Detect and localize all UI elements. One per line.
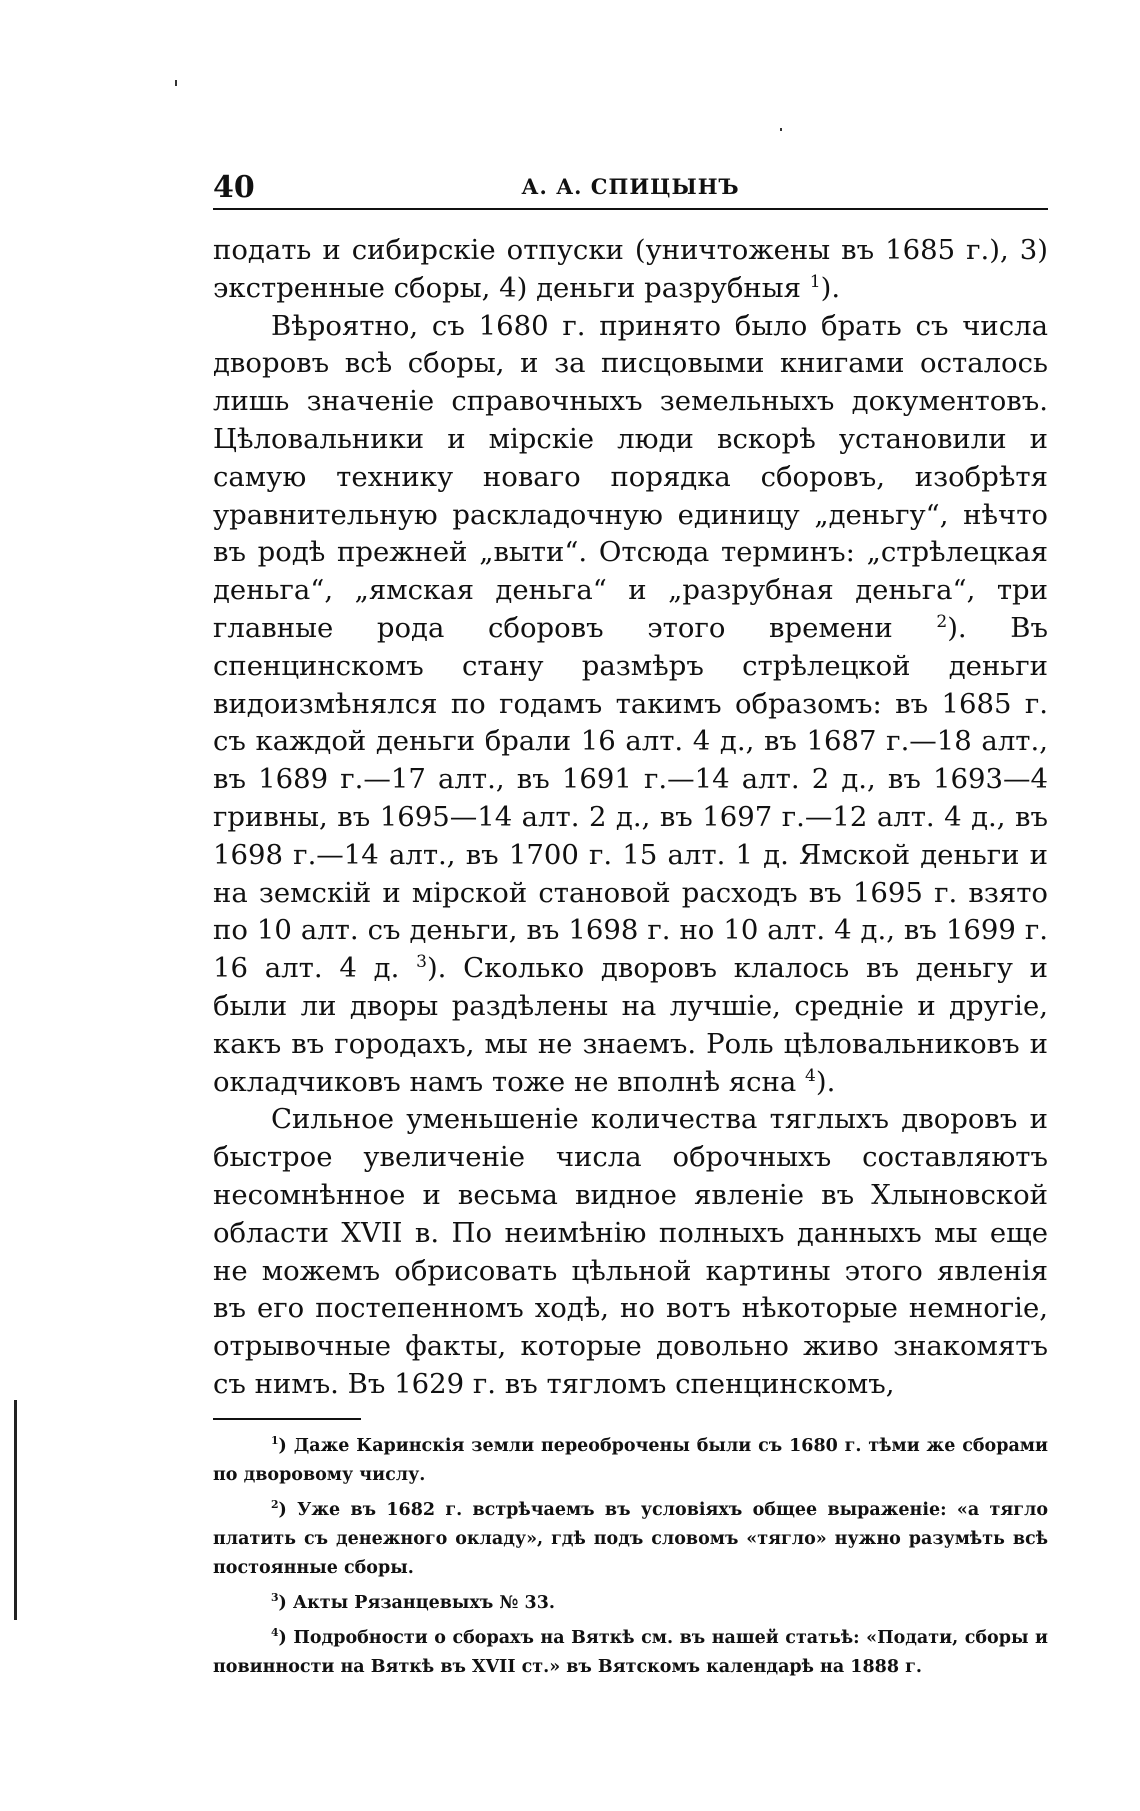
- footnote-3-text: ) Акты Рязанцевыхъ № 33.: [278, 1592, 555, 1613]
- paragraph-1-tail: ).: [820, 271, 841, 304]
- paragraph-2: [213, 308, 1048, 1102]
- scan-speck: [175, 80, 177, 86]
- footnote-4: [213, 1624, 1048, 1682]
- paragraph-2-part-d: ).: [815, 1065, 836, 1098]
- paragraph-1: [213, 232, 1048, 308]
- running-title: А. А. СПИЦЫНЪ: [521, 174, 740, 199]
- paragraph-2-part-a: Вѣроятно, съ 1680 г. принято было брать съ числа дворовъ всѣ сборы, и за писцовыми книгами осталось лишь значеніе справочныхъ земельныхъ документовъ. Цѣловальники и мірскіе люди вскорѣ установили и самую технику новаго порядка сборовъ, изобрѣтя уравнительную раскладочную единицу „деньгу“, нѣчто въ родѣ прежней „выти“. Отсюда терминъ: „стрѣлецкая деньга“, „ямская деньга“ и „разрубная деньга“, три главные рода сборовъ этого времени: [213, 309, 1048, 644]
- paragraph-1-text: подать и сибирскіе отпуски (уничтожены въ 1685 г.), 3) экстренные сборы, 4) деньги разрубныя: [213, 234, 1048, 304]
- scan-margin-line: [14, 1400, 17, 1620]
- footnote-ref-3: 3: [416, 951, 427, 972]
- footnote-3: [213, 1589, 1048, 1618]
- footnote-2: [213, 1496, 1048, 1583]
- footnotes: [213, 1432, 1048, 1682]
- footnote-1: [213, 1432, 1048, 1490]
- scan-speck: [780, 128, 782, 131]
- footnote-ref-2: 2: [936, 611, 948, 632]
- footnote-3-mark: 3: [271, 1590, 279, 1604]
- footnote-1-text: ) Даже Каринскія земли переоброчены были съ 1680 г. тѣми же сборами по дворовому числу.: [213, 1435, 1048, 1485]
- main-text: [213, 232, 1048, 1404]
- footnote-4-text: ) Подробности о сборахъ на Вяткѣ см. въ нашей статьѣ: «Подати, сборы и повинности на Вяткѣ въ XVII ст.» въ Вятскомъ календарѣ на 1888 г.: [213, 1627, 1048, 1677]
- page-header: [213, 170, 1048, 210]
- footnote-2-mark: 2: [271, 1497, 279, 1511]
- book-page: [213, 170, 1048, 1688]
- page-number: 40: [213, 170, 255, 205]
- footnote-ref-4: 4: [805, 1065, 816, 1086]
- footnote-divider: [213, 1418, 361, 1420]
- paragraph-2-part-c: ). Сколько дворовъ клалось въ деньгу и были ли дворы раздѣлены на лучшіе, средніе и другіе, какъ въ городахъ, мы не знаемъ. Роль цѣловальниковъ и окладчиковъ намъ тоже не вполнѣ ясна: [213, 952, 1048, 1098]
- footnote-ref-1: 1: [809, 271, 821, 292]
- footnote-1-mark: 1: [271, 1433, 279, 1447]
- footnote-2-text: ) Уже въ 1682 г. встрѣчаемъ въ условіяхъ общее выраженіе: «а тягло платить съ денежного окладу», гдѣ подъ словомъ «тягло» нужно разумѣть всѣ постоянные сборы.: [213, 1499, 1048, 1578]
- paragraph-3: Сильное уменьшеніе количества тяглыхъ дворовъ и быстрое увеличеніе числа оброчныхъ составляютъ несомнѣнное и весьма видное явленіе въ Хлыновской области XVII в. По неимѣнію полныхъ данныхъ мы еще не можемъ обрисовать цѣльной картины этого явленія въ его постепенномъ ходѣ, но вотъ нѣкоторые немногіе, отрывочные факты, которые довольно живо знакомятъ съ нимъ. Въ 1629 г. въ тягломъ спенцинскомъ,: [213, 1103, 1048, 1400]
- paragraph-2-part-b: ). Въ спенцинскомъ стану размѣръ стрѣлецкой деньги видоизмѣнялся по годамъ такимъ образомъ: въ 1685 г. съ каждой деньги брали 16 алт. 4 д., въ 1687 г.—18 алт., въ 1689 г.—17 алт., въ 1691 г.—14 алт. 2 д., въ 1693—4 гривны, въ 1695—14 алт. 2 д., въ 1697 г.—12 алт. 4 д., въ 1698 г.—14 алт., въ 1700 г. 15 алт. 1 д. Ямской деньги и на земскій и мірской становой расходъ въ 1695 г. взято по 10 алт. съ деньги, въ 1698 г. но 10 алт. 4 д., въ 1699 г. 16 алт. 4 д.: [213, 611, 1049, 985]
- footnote-4-mark: 4: [271, 1625, 279, 1639]
